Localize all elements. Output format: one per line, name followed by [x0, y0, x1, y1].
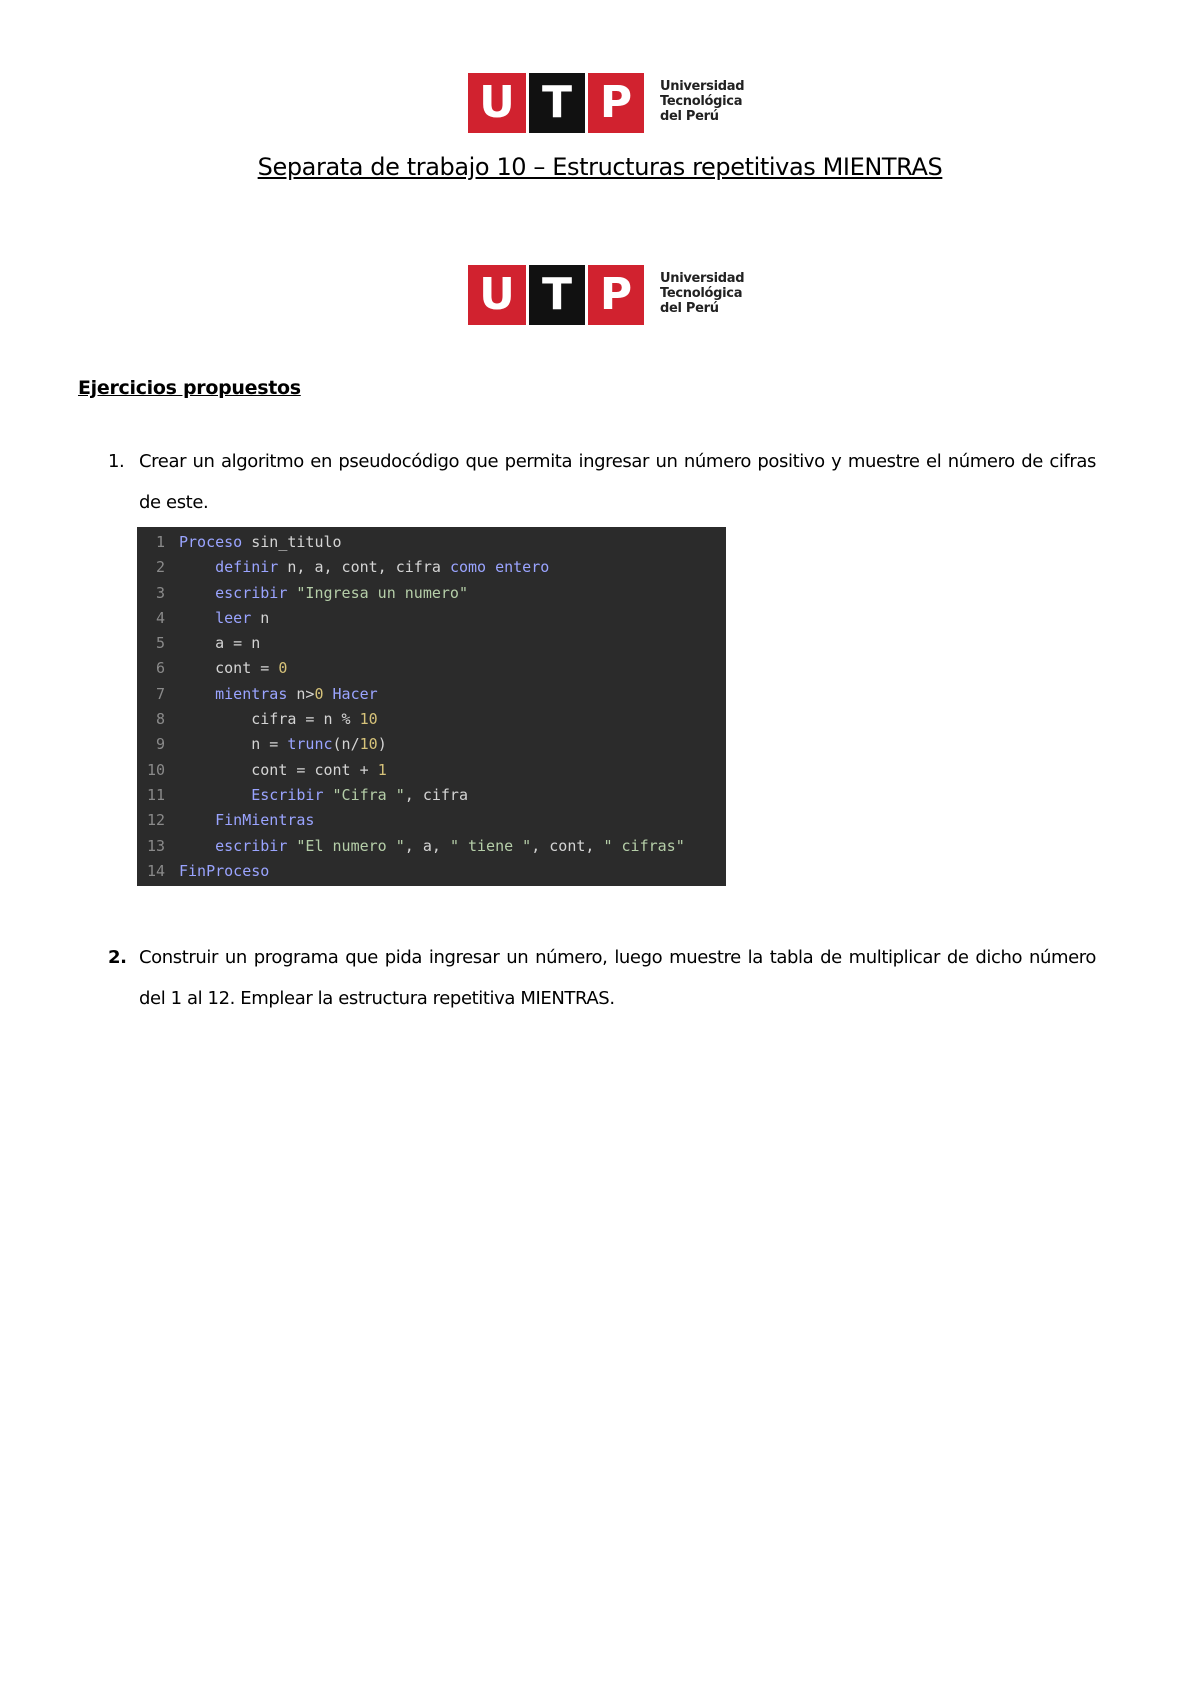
- logo-letter-u: U: [468, 265, 526, 325]
- logo-line-1: Universidad: [660, 79, 745, 94]
- code-line-text: cifra = n % 10: [179, 710, 378, 729]
- logo-line-3: del Perú: [660, 109, 719, 124]
- exercise-text: Crear un algoritmo en pseudocódigo que permita ingresar un número positivo y muestre el número de cifras de este.: [139, 451, 1096, 513]
- code-line: [137, 808, 726, 833]
- section-heading: Ejercicios propuestos: [78, 377, 301, 399]
- logo-letter-u: U: [468, 73, 526, 133]
- code-line: [137, 859, 726, 884]
- code-line-number: 3: [155, 583, 165, 602]
- code-block: [137, 527, 726, 886]
- code-line-number: 1: [155, 533, 165, 551]
- logo-line-2: Tecnológica: [660, 286, 743, 301]
- code-line-number: 12: [146, 811, 165, 830]
- code-line: [137, 631, 726, 656]
- code-line-number: 9: [155, 735, 165, 754]
- utp-logo-top: [468, 73, 744, 133]
- utp-logo-second: [468, 265, 744, 325]
- logo-letter-p: P: [588, 73, 644, 133]
- code-line: [137, 707, 726, 732]
- exercise-number: 2.: [108, 947, 127, 968]
- code-line-text: FinProceso: [179, 861, 270, 880]
- code-line-text: cont = cont + 1: [179, 760, 387, 779]
- code-line-text: leer n: [215, 608, 270, 627]
- code-line-text: escribir "Ingresa un numero": [215, 583, 468, 602]
- code-line: [137, 682, 726, 707]
- logo-line-1: Universidad: [660, 271, 745, 286]
- code-line-number: 2: [155, 558, 165, 577]
- code-line: [137, 758, 726, 783]
- code-line-text: a = n: [179, 634, 261, 653]
- code-line: [137, 834, 726, 859]
- code-line: [137, 606, 726, 631]
- code-line-number: 5: [155, 634, 165, 653]
- code-line-number: 6: [155, 659, 165, 678]
- exercise-1: [108, 441, 1096, 523]
- code-line: [137, 783, 726, 808]
- code-line-number: 4: [155, 608, 165, 627]
- logo-university-name: [660, 79, 744, 124]
- code-line-text: cont = 0: [179, 659, 288, 678]
- code-line-text: mientras n>0 Hacer: [215, 684, 378, 703]
- logo-letter-p: P: [588, 265, 644, 325]
- code-line-number: 11: [146, 785, 165, 804]
- logo-letter-t: T: [529, 73, 585, 133]
- code-line-number: 8: [155, 710, 165, 729]
- code-line-text: Proceso sin_titulo: [179, 533, 342, 551]
- exercise-number: 1.: [108, 451, 125, 472]
- code-line-text: definir n, a, cont, cifra como entero: [215, 558, 550, 577]
- code-line-number: 7: [155, 684, 165, 703]
- code-line-number: 14: [146, 861, 165, 880]
- logo-line-3: del Perú: [660, 301, 719, 316]
- exercise-text: Construir un programa que pida ingresar un número, luego muestre la tabla de multiplicar de dicho número del 1 al 12. Emplear la estructura repetitiva MIENTRAS.: [139, 947, 1096, 1009]
- page-title: Separata de trabajo 10 – Estructuras repetitivas MIENTRAS: [257, 153, 943, 181]
- code-line: [137, 530, 726, 555]
- code-line: [137, 555, 726, 580]
- code-line-text: FinMientras: [215, 811, 315, 830]
- logo-letter-t: T: [529, 265, 585, 325]
- code-line-text: Escribir "Cifra ", cifra: [251, 785, 468, 804]
- code-line-text: n = trunc(n/10): [179, 735, 387, 754]
- code-line: [137, 732, 726, 757]
- code-line-text: escribir "El numero ", a, " tiene ", cont, " cifras": [215, 836, 685, 855]
- logo-university-name: [660, 271, 744, 316]
- logo-line-2: Tecnológica: [660, 94, 743, 109]
- code-line: [137, 581, 726, 606]
- code-line: [137, 656, 726, 681]
- code-line-number: 10: [146, 760, 165, 779]
- code-line-number: 13: [146, 836, 165, 855]
- exercise-2: [108, 937, 1096, 1019]
